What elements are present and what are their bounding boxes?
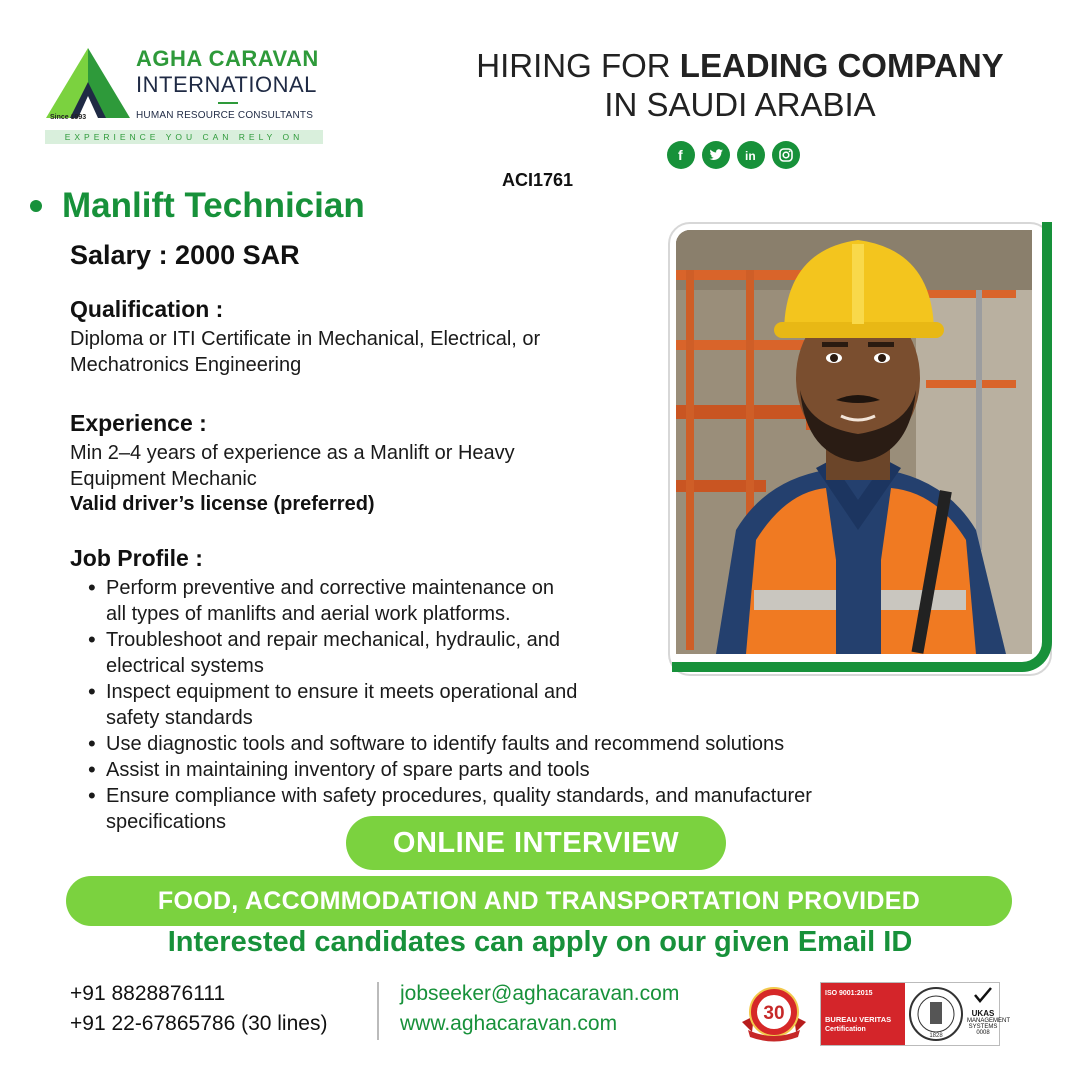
qualification-line: Diploma or ITI Certificate in Mechanical, Electrical, or [70,328,541,350]
job-title: Manlift Technician [62,186,365,225]
logo-name-line1: AGHA CARAVAN [136,46,319,71]
experience-line: Equipment Mechanic [70,468,257,490]
cert-year: 1828 [929,1033,943,1039]
website-link[interactable]: www.aghacaravan.com [400,1012,618,1035]
job-duty-line: all types of manlifts and aerial work platforms. [106,603,511,625]
linkedin-icon[interactable] [737,141,765,169]
job-duty-item [88,679,988,731]
logo-divider [218,102,238,104]
apply-instruction: Interested candidates can apply on our given Email ID [167,926,913,958]
job-profile-heading: Job Profile : [70,545,203,571]
job-duty-line: safety standards [106,707,253,729]
job-duty-item [88,757,988,783]
logo-tagline: EXPERIENCE YOU CAN RELY ON [45,130,323,144]
job-duty-line: electrical systems [106,655,264,677]
cert-sub: Certification [825,1026,866,1033]
phone-number-2[interactable]: +91 22-67865786 (30 lines) [70,1012,328,1035]
svg-text:f: f [678,147,683,163]
headline-bold: LEADING COMPANY [679,47,1004,84]
job-duty-line: • Use diagnostic tools and software to identify faults and recommend solutions [106,733,785,755]
headline-prefix: HIRING FOR [476,47,680,84]
qualification-line: Mechatronics Engineering [70,354,302,376]
logo-name-line2: INTERNATIONAL [136,72,317,97]
technician-photo [676,230,1032,654]
license-note: Valid driver’s license (preferred) [70,493,375,515]
bureau-veritas-panel [821,983,905,1045]
job-duty-line: specifications [106,811,227,833]
crown-tick-icon [972,985,994,1005]
twitter-icon[interactable] [702,141,730,169]
job-title-row [30,186,365,226]
bureau-veritas-seal-icon [907,985,965,1043]
footer-divider [377,982,379,1040]
job-duty-item [88,731,988,757]
company-logo [40,40,330,150]
certification-badge [820,982,1011,1046]
social-links [667,141,800,169]
ukas-number: 0008 [976,1030,990,1036]
job-duty-line: • Inspect equipment to ensure it meets operational and [106,681,578,703]
salary: Salary : 2000 SAR [70,240,300,270]
anniversary-badge-icon [738,982,810,1044]
hiring-headline [440,46,1040,124]
experience-text [70,440,515,492]
qualification-heading: Qualification : [70,296,224,322]
ukas-label: UKAS [971,1009,995,1018]
facebook-icon[interactable] [667,141,695,169]
benefits-banner: FOOD, ACCOMMODATION AND TRANSPORTATION PROVIDED [66,876,1012,926]
experience-heading: Experience : [70,410,207,436]
phone-number-1[interactable]: +91 8828876111 [70,982,226,1005]
job-duty-line: • Assist in maintaining inventory of spare parts and tools [106,759,590,781]
ukas-sub: MANAGEMENT SYSTEMS [967,1018,1011,1030]
instagram-icon[interactable] [772,141,800,169]
headline-line2: IN SAUDI ARABIA [604,86,876,123]
job-duty-line: • Perform preventive and corrective maintenance on [106,577,555,599]
qualification-text [70,326,540,378]
bullet-icon [30,200,42,212]
logo-subtitle: HUMAN RESOURCE CONSULTANTS [136,110,314,121]
cert-iso: ISO 9001:2015 [825,990,873,997]
ukas-mark [967,985,1011,1043]
svg-text:in: in [745,149,756,163]
online-interview-banner: ONLINE INTERVIEW [346,816,726,870]
job-duty-line: • Ensure compliance with safety procedures, quality standards, and manufacturer [106,785,812,807]
logo-since: Since 1993 [50,114,87,121]
email-link[interactable]: jobseeker@aghacaravan.com [400,982,680,1005]
cert-name: BUREAU VERITAS [825,1015,892,1024]
job-code: ACI1761 [502,170,574,190]
job-duty-line: • Troubleshoot and repair mechanical, hydraulic, and [106,629,560,651]
badge-number: 30 [763,1003,785,1024]
experience-line: Min 2–4 years of experience as a Manlift or Heavy [70,442,515,464]
